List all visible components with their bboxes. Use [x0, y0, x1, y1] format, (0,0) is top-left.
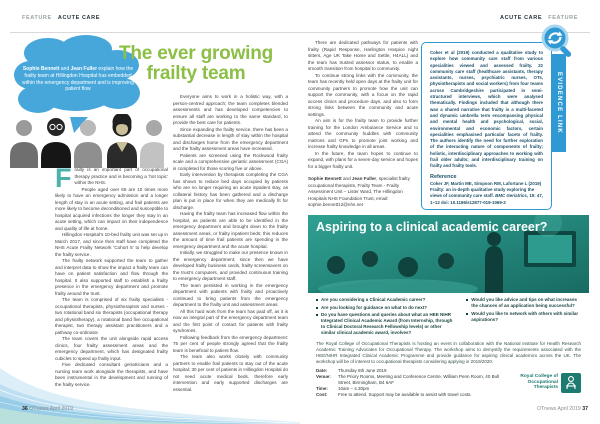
standfirst-rest: explain how the frailty team at Hillingdon Hospital has embedded within the emergency department and is improving patient flow: [22, 65, 134, 93]
rcot-logo: [501, 368, 581, 398]
person-icon: [41, 118, 71, 168]
byline-rest: , specialist frailty occupational therapists, Frailty Team - Frailty Assessment Unit – Lister Ward, The Hillingdon Hospitals NHS Foundation Trust, email: sophie.bennett12@nhs.net: [308, 176, 410, 207]
bullet-item: Are you looking for guidance on what to do next?: [316, 305, 456, 311]
reference-journal: BMC Geriatrics,: [495, 193, 529, 199]
paragraph: The team also works closely with community partners to enable frail patients to stay out of the acute hospital; 30 per cent of patients in Hillingdon Hospital do not need acute medical beds, therefore early intervention and early supported discharges are essential.: [173, 354, 288, 392]
rcot-logo-mark: [561, 373, 581, 393]
paragraph: Since expanding the frailty service, there has been a substantial decrease in length of stay within the hospital and discharges home from the emergency department and the frailty assessment areas have increased.: [173, 126, 288, 151]
paragraph: Everyone aims to work in a holistic way, with a person-centred approach; the team completes blended assessments and has developed competencies to ensure all staff are working to the same standard, to provide the best care for patients.: [173, 94, 288, 125]
advert-title: Aspiring to a clinical academic career?: [316, 220, 548, 234]
section-label: ACUTE CARE: [57, 15, 100, 21]
evidence-link-box: [421, 42, 552, 210]
standfirst-joiner: and: [59, 65, 71, 72]
paragraph: There are dedicated pathways for patients with frailty (Rapid Response, Harlington Hospice night sitters, Age UK Take Home and Settle, H4ALL) and the team has trusted assessor status, to enable a smooth transition from hospital to community.: [308, 40, 418, 71]
paragraph: The frailty network supported the team to gather and interpret data to show the impact a frailty team can have on patient satisfaction and flow through the hospital. It also supported staff to establish a frailty presence in the emergency department and promote frailty around the trust.: [55, 258, 168, 296]
detail-label: Venue:: [316, 373, 331, 379]
paragraph: All this hard work from the team has paid off, as it is now an integral part of the emergency department team and the first point of contact for patients with frailty syndromes.: [173, 308, 288, 333]
paragraph: The team is comprised of six frailty specialists - occupational therapists, physiotherapists and nurses - two rotational band six therapists (occupational therapy and physiotherapy), a rotational band five occupational therapist, two therapy assistant practitioners and a pathway co-ordinator.: [55, 297, 168, 335]
article-column-3: [308, 40, 418, 212]
paragraph-text: railty is an important part of occupational therapy practice and is becoming a ‘hot topic’ within the NHS.: [74, 167, 168, 185]
advert: [308, 215, 589, 401]
reference-heading: Reference: [430, 173, 457, 180]
detail-value: Free to attend. Support may be available to assist with travel costs.: [338, 391, 472, 397]
paragraph: Initially, we struggled to make our presence known in the emergency department; since then we have developed frailty business cards, frailty screensavers on the trust’s computers, and provided continuous training to emergency department staff.: [173, 250, 288, 281]
paragraph: People aged over 65 are 10 times more likely to have an emergency admission and a longer length of stay in an acute setting, and frail patients are more likely to become deconditioned and susceptible to hospital acquired infections the longer they stay in an acute setting, which can impact on their independence and quality of life at home.: [55, 186, 168, 231]
detail-label: Date:: [316, 367, 328, 373]
left-page-footer: [22, 406, 73, 412]
magnifier-icon: [539, 22, 577, 60]
article-title: [116, 44, 276, 84]
advert-details-row: [316, 368, 581, 398]
article-column-2: [173, 94, 288, 400]
page-number: 37: [582, 406, 588, 412]
author-name: Sophie Bennett: [22, 65, 60, 72]
reference-tail: 19: 47, 1–12 doi: 10.1186/s12877-019-1069-3: [430, 193, 543, 205]
paragraph: [55, 167, 168, 193]
left-page-header: [22, 15, 100, 21]
paragraph: The team persisted in working in the emergency department with patients with frailty and proactively continued to bring patients from the emergency department to the frailty unit and assessment areas.: [173, 282, 288, 307]
author-name: Jean Fuller: [351, 176, 377, 181]
advert-description: The Royal College of Occupational Therapists is hosting an event in collaboration with the National Institute for Health Research Academic Training Advocates for Occupational Therapy. The workshop aims to demystify the requirements associated with the HEE/NIHR Integrated Clinical Academic Programme and provide guidance for aspiring clinical academics across the UK. The workshop will be of interest to occupational therapists considering applying in 2019/2020.: [316, 340, 581, 364]
paragraph: Having the frailty team has increased flow within the hospital, as patients are able to be identified in the emergency department and brought down to the frailty assessment areas, or frailty inpatient beds; this reduces the amount of time frail patients are spending in the emergency department and the acute hospital.: [173, 211, 288, 249]
evidence-link-tab: [552, 54, 566, 152]
page-number: 36: [22, 406, 28, 412]
person-icon: [140, 120, 164, 168]
paragraph: Early intervention by therapists completing the CGA has shown to reduce bed days occupied by patients who are no longer requiring an acute inpatient stay, as collateral history has been gathered and a discharge plan is put in place for when they are medically fit for discharge.: [173, 172, 288, 210]
detail-label: Time:: [316, 385, 328, 391]
issue-label: OTnews April 2019: [536, 406, 581, 412]
paragraph: Hillingdon Hospital’s 10-bed frailty unit was set up in March 2017, and since then staff have completed the NHS Acute Frailty Network ‘Cohort 5’ to help develop the frailty service.: [55, 232, 168, 257]
event-details: [316, 368, 501, 398]
bullet-list-right: [466, 297, 581, 338]
feature-label: FEATURE: [22, 15, 52, 21]
person-icon: [74, 120, 102, 168]
paragraph: The team covers the unit alongside rapid access clinics, four frailty assessment areas and the emergency department, which has designated frailty cubicles to speed up frailty input.: [55, 336, 168, 361]
detail-row: [316, 392, 501, 398]
title-line: frailty team: [146, 63, 246, 84]
paragraph: Patients are screened using the Rockwood frailty scale and a comprehensive geriatric assessment (CGA) is completed for those scoring five or above.: [173, 152, 288, 171]
detail-row: [316, 374, 501, 386]
paragraph: Following feedback from the emergency department: 75 per cent of people strongly agreed that the frailty team is beneficial to patient flow.: [173, 334, 288, 353]
people-illustration: [4, 114, 164, 168]
paragraph: To continue strong links with the community, the team has recently held open days at the frailty unit for community partners to promote how the unit can support the community, with a focus on the rapid access clinics and procedure days, and also to form strong links between the community and acute settings.: [308, 72, 418, 117]
paragraph: An aim is for the frailty team to provide further training for the London Ambulance Service and to attend the community huddles with community matrons and GPs to promote joint working and increase frailty knowledge in all areas.: [308, 118, 418, 149]
bullet-item: Would you like advice and tips on what increases the chances of an application being successful?: [466, 297, 581, 309]
detail-label: Cost:: [316, 391, 328, 397]
right-page-footer: [537, 406, 588, 412]
issue-label: OTnews April 2019: [29, 406, 74, 412]
bullet-item: Do you have questions and queries about what an HEE NIHR Integrated Clinical Academic Award (from Internship, through to Clinical Doctoral Research Fellowship levels) or other similar clinical academic award, involves?: [316, 312, 456, 336]
person-icon: [10, 120, 38, 168]
advert-body: [308, 293, 589, 401]
author-name: Jean Fuller: [70, 65, 98, 72]
feature-label: FEATURE: [548, 15, 578, 21]
author-byline: [308, 176, 418, 209]
advert-bullets: [316, 297, 581, 338]
title-line: The ever growing: [118, 43, 274, 64]
bullet-list-left: [316, 297, 456, 338]
evidence-tab-label: EVIDENCE LINK: [556, 72, 562, 134]
reference-text: [430, 181, 543, 206]
rcot-logo-text: Royal College of Occupational Therapists: [520, 374, 558, 391]
bullet-item: Would you like to network with others with similar aspirations?: [466, 311, 581, 323]
advert-photo: [308, 215, 589, 293]
paragraph: Five dedicated consultant geriatricians and a nursing team work alongside the therapists, and have been instrumental in the development and running of the frailty service.: [55, 362, 168, 387]
byline-joiner: and: [341, 176, 352, 181]
drop-cap: F: [55, 167, 72, 193]
detail-value: Thursday 6th June 2019: [338, 367, 387, 373]
paragraph: In the future, the team hopes to continue to expand, with plans for a seven-day service and hopes for a bigger frailty unit.: [308, 150, 418, 169]
section-label: ACUTE CARE: [500, 15, 543, 21]
reference-pre: Coker JF, Martin ME, Simpson RM, Lafortune L (2019) Frailty: an in-depth qualitative study exploring the views of community care staff.: [430, 180, 542, 199]
author-name: Sophie Bennett: [308, 176, 342, 181]
evidence-summary: Coker et al (2019) conducted a qualitative study to explore how community care staff from various specialities viewed and assessed frailty. 22 community care staff (healthcare assistants, therapy assistants, nurses, psychiatric nurses, OTs, physiotherapists and social workers) from four teams across Cambridgeshire participated in semi-structured interviews, which were analysed thematically. Findings included that although there was a shared narrative that frailty is a multi-faceted and dynamic umbrella term encompassing physical and mental health and psychological, social, environmental and economic factors, certain specialities emphasised particular facets of frailty. The authors identify the need for further exploration of the interacting nature of components of frailty; holistic, interdisciplinary approaches to working with frail older adults; and interdisciplinary training on frailty and frailty tools.: [430, 50, 543, 169]
detail-value: 10am – 4.30pm: [338, 385, 370, 391]
person-icon: [107, 114, 137, 168]
advert-booking-bar: [316, 401, 581, 402]
right-page-header: [500, 15, 578, 21]
bullet-item: Are you considering a Clinical Academic career?: [316, 297, 456, 303]
detail-value: The Priory Rooms, Meeting and Conference Centre, William Penn Room, 40 Bull Street, Birmingham, B4 6AF: [338, 373, 500, 385]
article-column-1: [55, 167, 168, 398]
